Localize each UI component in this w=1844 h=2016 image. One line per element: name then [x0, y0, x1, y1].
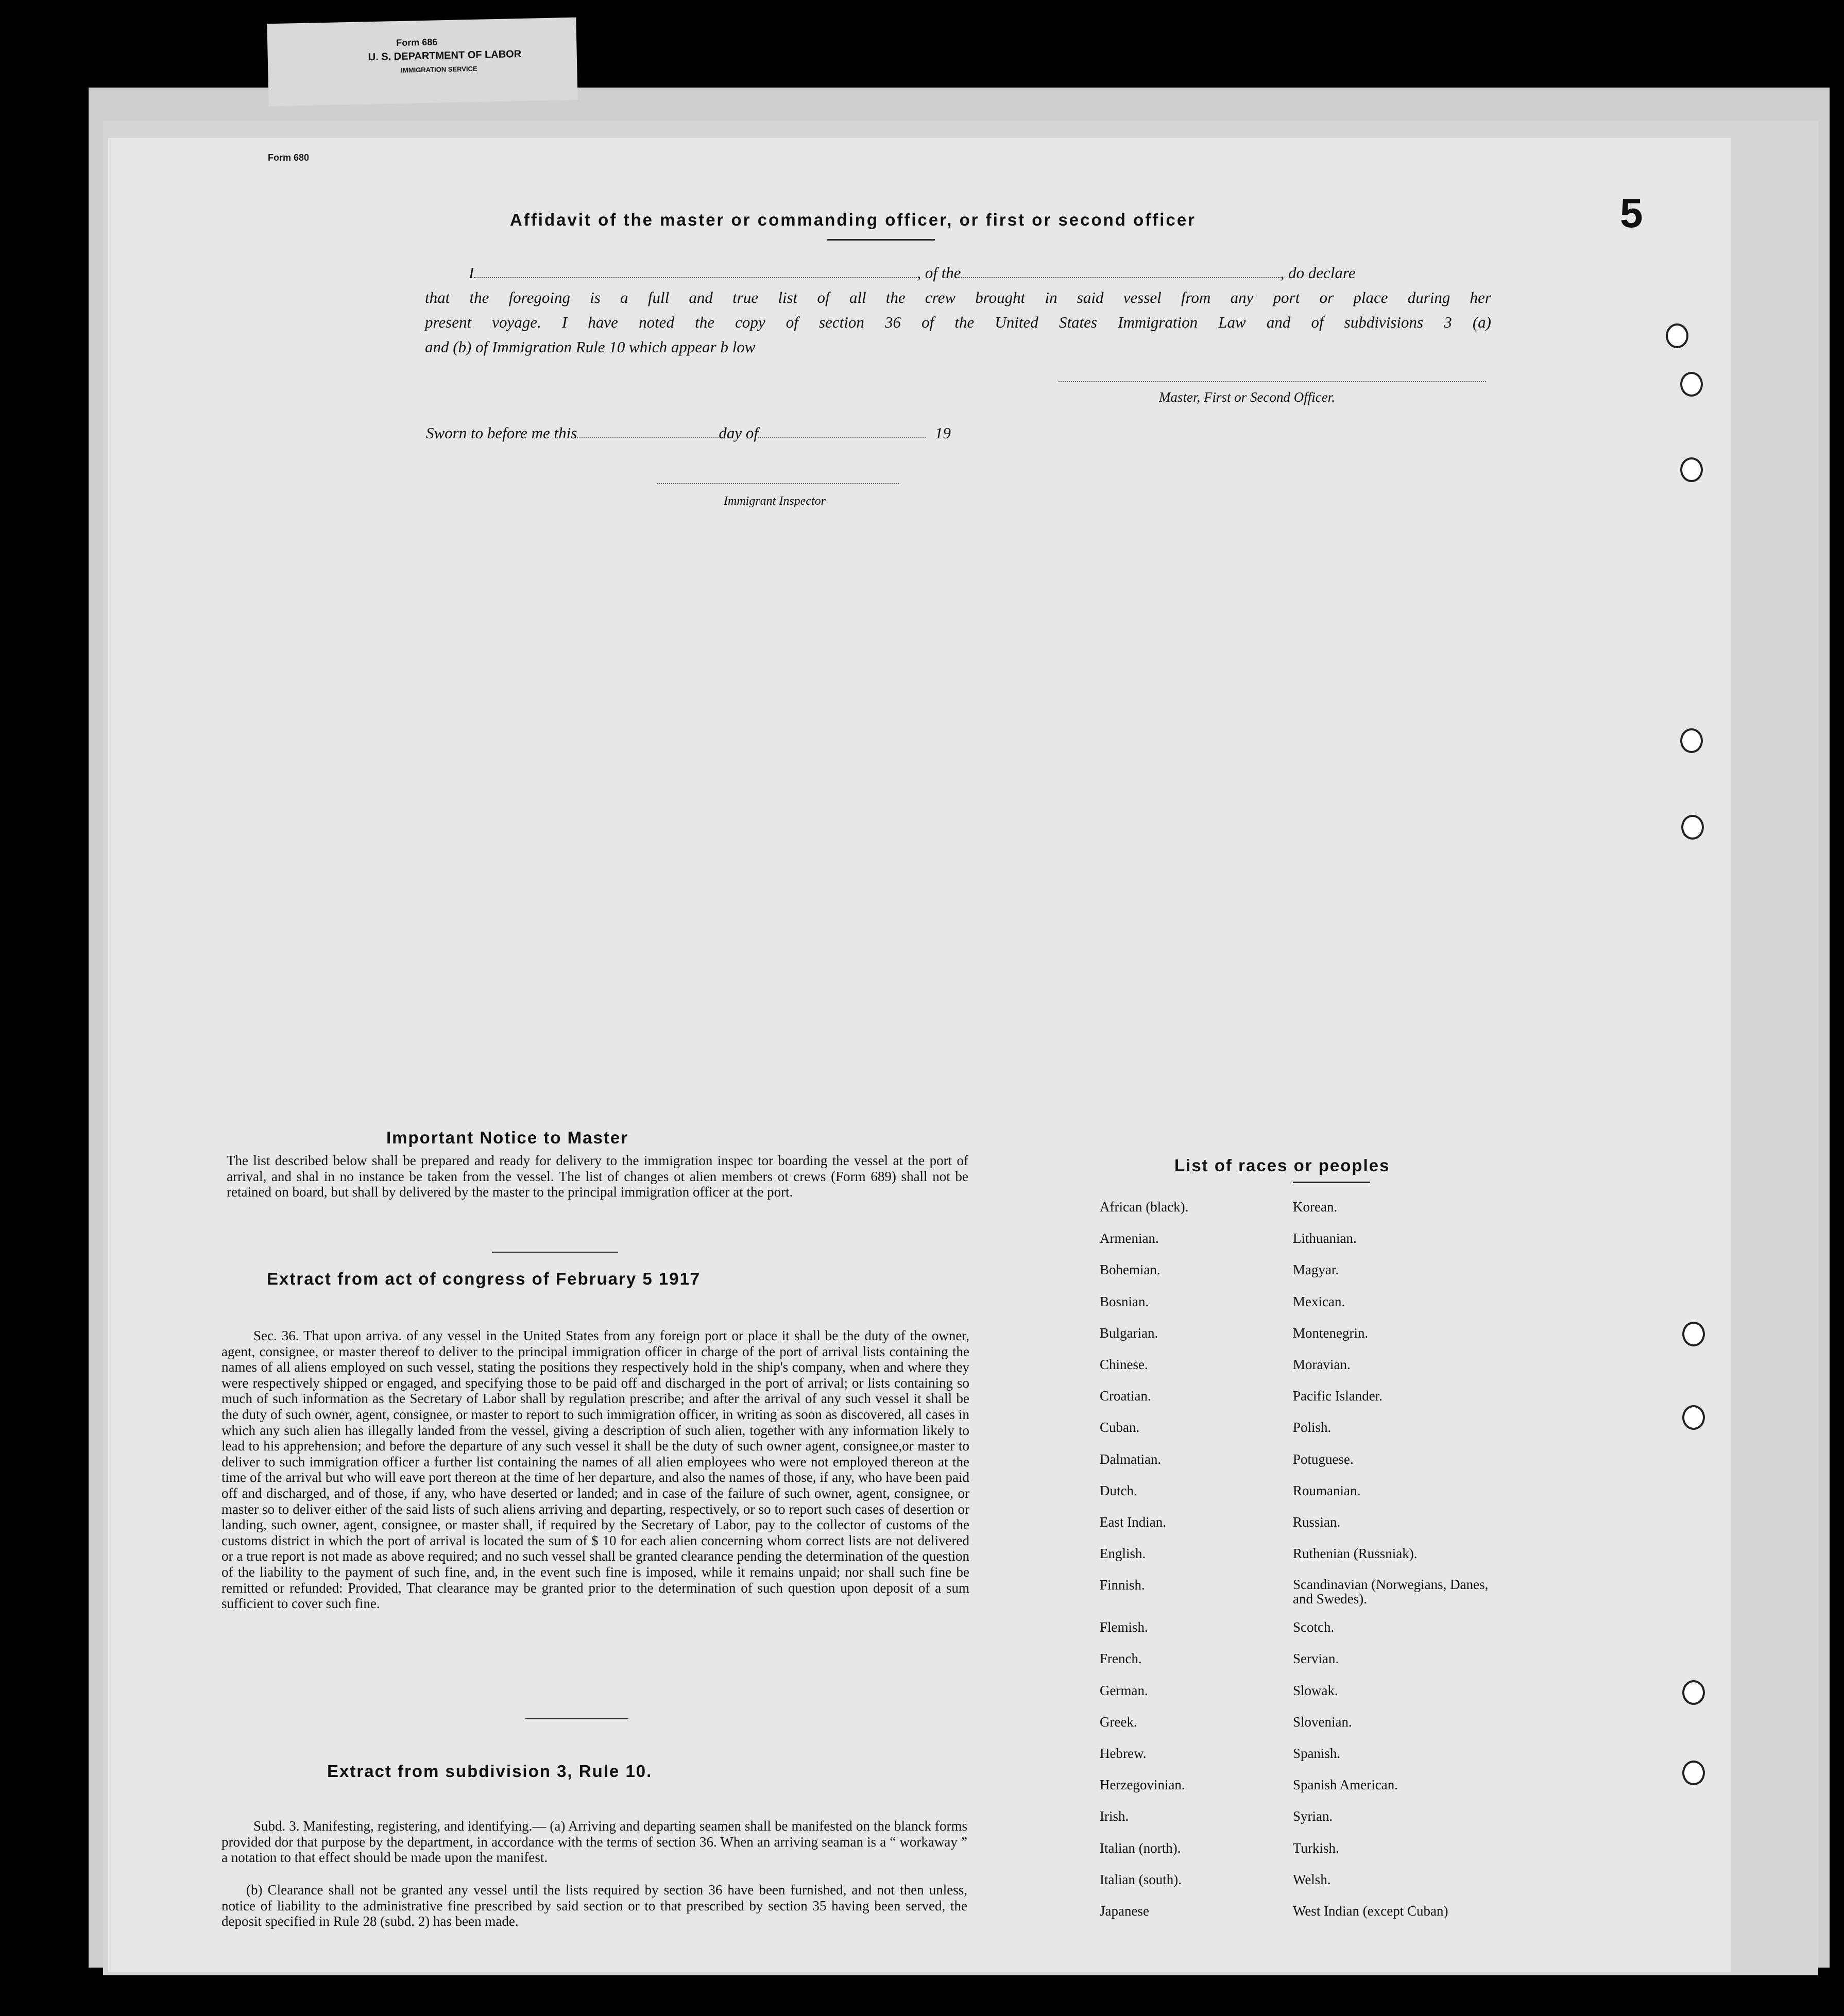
affidavit-title: Affidavit of the master or commanding officer, or first or second officer — [510, 210, 1197, 229]
race-item: Scotch. — [1293, 1619, 1335, 1635]
race-item: Moravian. — [1293, 1356, 1351, 1372]
race-item: Dutch. — [1100, 1482, 1137, 1498]
race-item: Bulgarian. — [1100, 1325, 1158, 1341]
document-page — [108, 138, 1731, 1972]
signature-label: Master, First or Second Officer. — [1159, 389, 1335, 405]
notice-title: Important Notice to Master — [386, 1128, 629, 1147]
races-title: List of races or peoples — [1174, 1156, 1390, 1175]
signature-line — [1058, 381, 1486, 382]
binder-hole — [1682, 1322, 1705, 1346]
race-item: Slovenian. — [1293, 1714, 1352, 1730]
binder-hole — [1680, 728, 1703, 753]
race-item: Lithuanian. — [1293, 1231, 1357, 1246]
race-item: Irish. — [1100, 1808, 1129, 1824]
sworn-text: Sworn to before me this — [426, 424, 577, 442]
act-text: Sec. 36. That upon arriva. of any vessel in the United States from any foreign port or place it shall be the duty of the owner, agent, consignee, or master thereof to deliver to the principal immigration officer in charge of the port of arrival lists containing the names of all aliens employed on such vessel, stating the positions they respectively hold in the ship's company, when and where they were respectively shipped or engaged, and specifying those to be paid off and discharged in the port of arrival; or lists containing so much of such information as the Secretary of Labor shall by regulation prescribe; and after the arrival of any such vessel it shall be the duty of such owner, agent, consignee, or master to report to such immigration officer, in writing as soon as discovered, all cases in which any such alien has illegally landed from the vessel, giving a description of such alien, together with any information likely to lead to his apprehension; and before the departure of any such vessel it shall be the duty of such owner agent, consignee,or master to deliver to such immigration officer a further list containing the names of all alien employees who were not employed thereon at the time of the arrival but who will eave port thereon at the time of her departure, and also the names of those, if any, who have been paid off and discharged, and of those, if any, who have deserted or landed; and in case of the failure of such owner, agent, consignee, or master so to deliver either of the said lists of such aliens arriving and departing, respectively, or so to report such cases of desertion or landing, such owner, agent, consignee, or master shall, if required by the Secretary of Labor, pay to the collector of customs of the customs district in which the port of arrival is located the sum of $ 10 for each alien concerning whom correct lists are not delivered or a true report is not made as above required; and no such vessel shall be granted clearance pending the determination of the question of the liability to the payment of such fine, and, in the event such fine is imposed, while it remains unpaid; nor shall such fine be remitted or refunded: Provided, That clearance may be granted prior to the determination of such question upon deposit of a sum sufficient to cover such fine. — [221, 1328, 969, 1612]
binder-hole — [1666, 323, 1688, 348]
race-item: Welsh. — [1293, 1871, 1331, 1887]
affidavit-of-the: , of the — [917, 264, 961, 282]
race-item: Croatian. — [1100, 1388, 1151, 1404]
affidavit-line-4: and (b) of Immigration Rule 10 which appear b low — [425, 338, 756, 356]
race-item: African (black). — [1100, 1199, 1189, 1215]
inspector-signature-line — [657, 483, 899, 484]
races-right-column — [1293, 1199, 1509, 1935]
rule-title: Extract from subdivision 3, Rule 10. — [327, 1762, 653, 1781]
race-item: French. — [1100, 1651, 1142, 1667]
form-tab — [267, 18, 577, 107]
race-item: German. — [1100, 1682, 1148, 1698]
binder-hole — [1682, 1405, 1705, 1430]
race-item: Magyar. — [1293, 1262, 1339, 1278]
inspector-label: Immigrant Inspector — [724, 494, 826, 508]
affidavit-declare: , do declare — [1280, 264, 1356, 282]
race-item: Pacific Islander. — [1293, 1388, 1382, 1404]
affidavit-i: I — [469, 264, 474, 282]
affidavit-title-rule — [827, 239, 935, 241]
race-item: Greek. — [1100, 1714, 1137, 1730]
name-blank — [474, 277, 917, 278]
race-item: Scandinavian (Norwegians, Danes, and Swedes). — [1293, 1577, 1489, 1607]
race-item: Flemish. — [1100, 1619, 1148, 1635]
race-item: Servian. — [1293, 1651, 1339, 1667]
race-item: Hebrew. — [1100, 1746, 1147, 1761]
binder-hole — [1682, 1680, 1705, 1705]
race-item: Spanish. — [1293, 1746, 1341, 1761]
month-blank — [758, 437, 926, 438]
race-item: Syrian. — [1293, 1808, 1333, 1824]
race-item: Polish. — [1293, 1420, 1331, 1436]
race-item: Bosnian. — [1100, 1293, 1149, 1309]
race-item: Cuban. — [1100, 1420, 1140, 1436]
form-label: Form 680 — [268, 152, 310, 163]
tab-service: IMMIGRATION SERVICE — [401, 64, 477, 74]
act-title: Extract from act of congress of February 5 1917 — [267, 1269, 701, 1288]
page-number-mark: 5 — [1620, 190, 1643, 236]
race-item: Turkish. — [1293, 1840, 1339, 1856]
notice-rule — [492, 1252, 618, 1253]
affidavit-body — [425, 261, 1491, 360]
affidavit-line-1 — [469, 261, 1491, 285]
race-item: Bohemian. — [1100, 1262, 1160, 1278]
race-item: Slowak. — [1293, 1682, 1338, 1698]
race-item: Dalmatian. — [1100, 1451, 1162, 1467]
vessel-blank — [961, 277, 1280, 278]
binder-hole — [1680, 372, 1703, 397]
binder-hole — [1680, 457, 1703, 482]
year-text: 19 — [934, 424, 951, 442]
race-item: Ruthenian (Russniak). — [1293, 1546, 1418, 1562]
notice-text: The list described below shall be prepared and ready for delivery to the immigration inspec tor boarding the vessel at the port of arrival, and shal in no instance be taken from the vessel. The list of changes ot alien members ot crews (Form 689) shall not be retained on board, but shall by delivered by the master to the principal immigration officer at the port. — [227, 1153, 968, 1200]
race-item: Finnish. — [1100, 1577, 1145, 1593]
race-item: Chinese. — [1100, 1356, 1148, 1372]
race-item: Korean. — [1293, 1199, 1338, 1215]
race-item: Italian (north). — [1100, 1840, 1181, 1856]
race-item: Italian (south). — [1100, 1871, 1182, 1887]
tab-department: U. S. DEPARTMENT OF LABOR — [368, 48, 522, 63]
race-item: Japanese — [1100, 1903, 1149, 1919]
day-of-text: day of — [719, 424, 758, 442]
race-item: English. — [1100, 1546, 1146, 1562]
affidavit-line-3: present voyage. I have noted the copy of section 36 of the United States Immigration Law and of subdivisions 3 (a) — [425, 313, 1491, 331]
races-title-rule — [1293, 1182, 1370, 1183]
binder-hole — [1681, 815, 1704, 840]
rule-para-a: Subd. 3. Manifesting, registering, and identifying.— (a) Arriving and departing seamen shall be manifested on the blanck forms provided dor that purpose by the department, in accordance with the terms of section 36. When an arriving seaman is a “ workaway ” a notation to that effect should be made upon the manifest. — [221, 1818, 967, 1866]
sworn-line — [426, 424, 951, 442]
race-item: Herzegovinian. — [1100, 1777, 1185, 1793]
race-item: Mexican. — [1293, 1293, 1345, 1309]
race-item: East Indian. — [1100, 1514, 1166, 1530]
race-item: Montenegrin. — [1293, 1325, 1369, 1341]
race-item: Spanish American. — [1293, 1777, 1398, 1793]
races-left-column — [1100, 1199, 1285, 1935]
rule-para-b: (b) Clearance shall not be granted any vessel until the lists required by section 36 have been furnished, and not then unless, notice of liability to the administrative fine prescribed by said section or to that prescribed by section 35 having been served, the deposit specified in Rule 28 (subd. 2) has been made. — [221, 1882, 967, 1929]
race-item: Roumanian. — [1293, 1482, 1361, 1498]
affidavit-line-2: that the foregoing is a full and true list of all the crew brought in said vessel from any port or place during her — [425, 288, 1491, 306]
act-rule — [525, 1718, 628, 1719]
race-item: Potuguese. — [1293, 1451, 1354, 1467]
race-item: Russian. — [1293, 1514, 1341, 1530]
day-blank — [577, 437, 719, 438]
race-item: West Indian (except Cuban) — [1293, 1903, 1448, 1919]
binder-hole — [1682, 1761, 1705, 1785]
race-item: Armenian. — [1100, 1231, 1159, 1246]
tab-form-number: Form 686 — [396, 37, 438, 48]
